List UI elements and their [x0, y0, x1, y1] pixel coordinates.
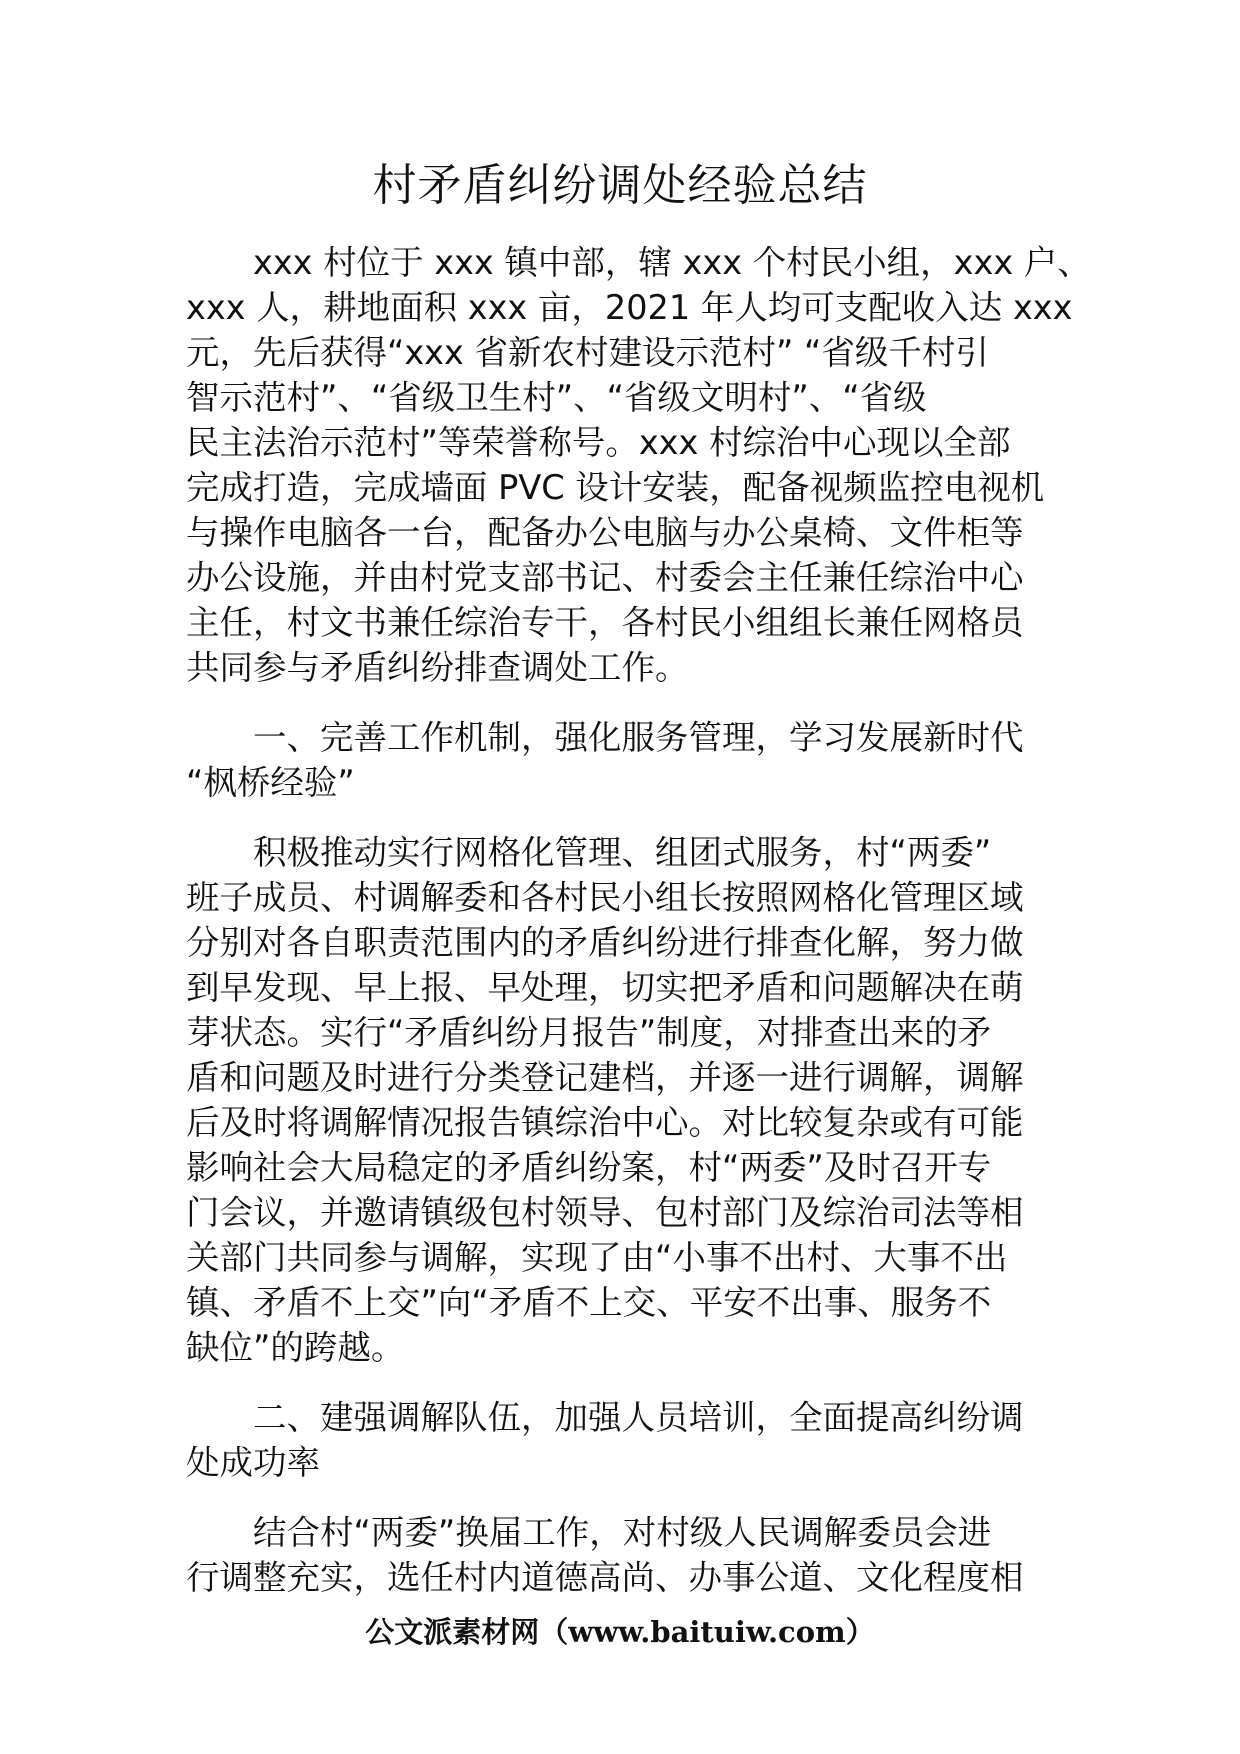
paragraph	[186, 240, 1091, 690]
section-heading	[186, 715, 1056, 805]
text-line: “枫桥经验”	[186, 763, 355, 802]
text-line: 盾和问题及时进行分类登记建档，并逐一进行调解，调解	[186, 1058, 1024, 1097]
footer-source: 公文派素材网（www.baituiw.com）	[365, 1615, 875, 1649]
text-line: 元，先后获得“xxx 省新农村建设示范村” “省级千村引	[186, 333, 989, 372]
text-line: 分别对各自职责范围内的矛盾纠纷进行排查化解，努力做	[186, 923, 1024, 962]
text-line: 完成打造，完成墙面 PVC 设计安装，配备视频监控电视机	[186, 468, 1045, 507]
text-line: 处成功率	[186, 1443, 320, 1482]
text-line: 智示范村”、“省级卫生村”、“省级文明村”、“省级	[186, 378, 927, 417]
text-line: 办公设施，并由村党支部书记、村委会主任兼任综治中心	[186, 558, 1024, 597]
text-line: 芽状态。实行“矛盾纠纷月报告”制度，对排查出来的矛	[186, 1013, 992, 1052]
text-line: 镇、矛盾不上交”向“矛盾不上交、平安不出事、服务不	[186, 1283, 992, 1322]
text-line: 结合村“两委”换届工作，对村级人民调解委员会进	[186, 1513, 992, 1552]
text-line: 积极推动实行网格化管理、组团式服务，村“两委”	[186, 833, 992, 872]
text-line: 二、建强调解队伍，加强人员培训，全面提高纠纷调	[186, 1398, 1024, 1437]
text-line: 影响社会大局稳定的矛盾纠纷案，村“两委”及时召开专	[186, 1148, 992, 1187]
paragraph	[186, 1510, 1056, 1600]
section-heading	[186, 1395, 1056, 1485]
text-line: 关部门共同参与调解，实现了由“小事不出村、大事不出	[186, 1238, 1008, 1277]
text-line: 班子成员、村调解委和各村民小组长按照网格化管理区域	[186, 878, 1024, 917]
text-line: xxx 村位于 xxx 镇中部，辖 xxx 个村民小组，xxx 户、	[186, 243, 1091, 282]
text-line: 民主法治示范村”等荣誉称号。xxx 村综治中心现以全部	[186, 423, 1011, 462]
text-line: 一、完善工作机制，强化服务管理，学习发展新时代	[186, 718, 1024, 757]
text-line: 到早发现、早上报、早处理，切实把矛盾和问题解决在萌	[186, 968, 1024, 1007]
text-line: 与操作电脑各一台，配备办公电脑与办公桌椅、文件柜等	[186, 513, 1024, 552]
text-line: 缺位”的跨越。	[186, 1328, 405, 1367]
text-line: 门会议，并邀请镇级包村领导、包村部门及综治司法等相	[186, 1193, 1024, 1232]
document-title: 村矛盾纠纷调处经验总结	[372, 160, 868, 211]
text-line: 行调整充实，选任村内道德高尚、办事公道、文化程度相	[186, 1558, 1024, 1597]
text-line: 后及时将调解情况报告镇综治中心。对比较复杂或有可能	[186, 1103, 1024, 1142]
text-line: 主任，村文书兼任综治专干，各村民小组组长兼任网格员	[186, 603, 1024, 642]
text-line: 共同参与矛盾纠纷排查调处工作。	[186, 648, 689, 687]
document-body	[186, 240, 1091, 1625]
text-line: xxx 人，耕地面积 xxx 亩，2021 年人均可支配收入达 xxx	[186, 288, 1073, 327]
paragraph	[186, 830, 1056, 1370]
